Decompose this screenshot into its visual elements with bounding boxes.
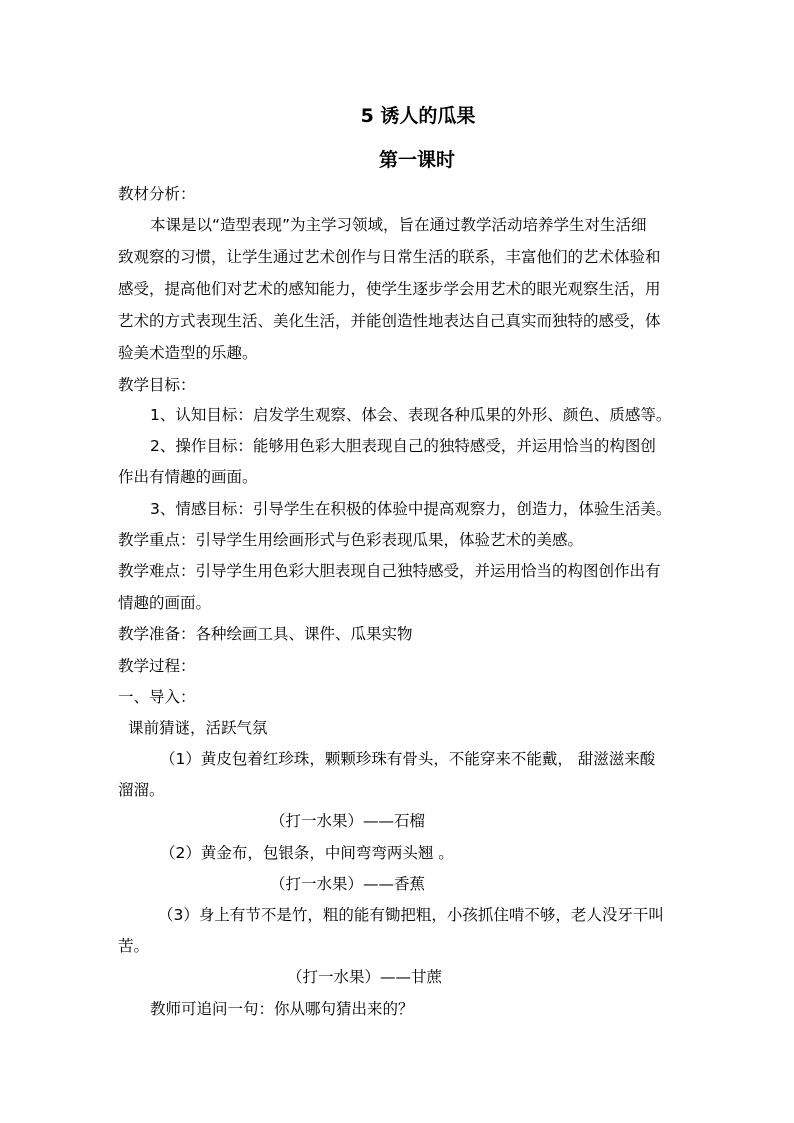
- riddle-text: 苦。: [118, 937, 150, 955]
- goal-item: 3、情感目标：引导学生在积极的体验中提高观察力，创造力，体验生活美。: [150, 500, 672, 518]
- goal-item: 2、操作目标：能够用色彩大胆表现自己的独特感受，并运用恰当的构图创: [150, 437, 656, 455]
- section-heading: 一、导入：: [118, 688, 196, 706]
- followup-text: 教师可追问一句：你从哪句猜出来的？: [150, 1000, 414, 1018]
- analysis-line: 艺术的方式表现生活、美化生活，并能创造性地表达自己真实而独特的感受，体: [118, 312, 661, 330]
- key-point: 教学重点：引导学生用绘画形式与色彩表现瓜果，体验艺术的美感。: [118, 531, 584, 549]
- analysis-line: 感受，提高他们对艺术的感知能力，使学生逐步学会用艺术的眼光观察生活，用: [118, 280, 661, 298]
- goal-item: 作出有情趣的画面。: [118, 468, 258, 486]
- page-subtitle: 第一课时: [378, 149, 455, 171]
- goal-item: 1、认知目标：启发学生观察、体会、表现各种瓜果的外形、颜色、质感等。: [150, 406, 672, 424]
- goals-heading: 教学目标：: [118, 376, 196, 394]
- intro-text: 课前猜谜，活跃气氛: [128, 719, 268, 737]
- riddle-answer: （打一水果）——石榴: [270, 812, 426, 830]
- analysis-line: 本课是以“造型表现”为主学习领域，旨在通过教学活动培养学生对生活细: [150, 216, 647, 234]
- riddle-answer: （打一水果）——甘蔗: [287, 968, 443, 986]
- riddle-text: 溜溜。: [118, 781, 165, 799]
- riddle-answer: （打一水果）——香蕉: [270, 875, 426, 893]
- process-heading: 教学过程：: [118, 657, 196, 675]
- riddle-text: （3）身上有节不是竹，粗的能有锄把粗，小孩抓住啃不够，老人没牙干叫: [158, 906, 664, 924]
- difficulty-line: 教学难点：引导学生用色彩大胆表现自己独特感受，并运用恰当的构图创作出有: [118, 562, 661, 580]
- analysis-line: 致观察的习惯，让学生通过艺术创作与日常生活的联系，丰富他们的艺术体验和: [118, 248, 661, 266]
- preparation: 教学准备：各种绘画工具、课件、瓜果实物: [118, 625, 413, 643]
- riddle-text: （1）黄皮包着红珍珠，颗颗珍珠有骨头，不能穿来不能戴， 甜滋滋来酸: [160, 750, 656, 768]
- page-title: 5 诱人的瓜果: [360, 105, 476, 127]
- analysis-heading: 教材分析：: [118, 185, 196, 203]
- analysis-line: 验美术造型的乐趣。: [118, 344, 258, 362]
- difficulty-line: 情趣的画面。: [118, 594, 212, 612]
- riddle-text: （2）黄金布，包银条，中间弯弯两头翘 。: [160, 844, 454, 862]
